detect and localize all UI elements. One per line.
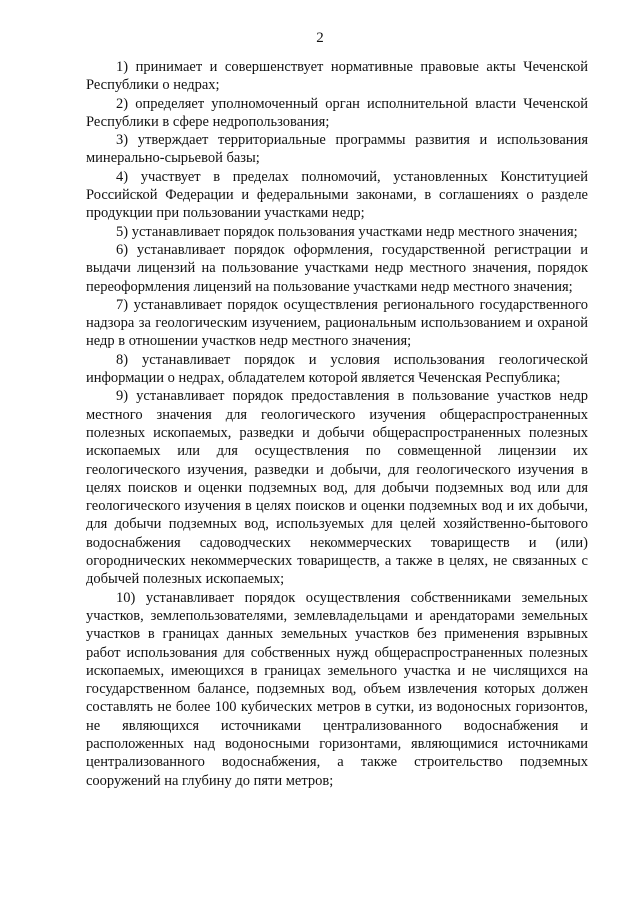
list-item: 4) участвует в пределах полномочий, установленных Конституцией Российской Федерации и федеральными законами, в соглашениях о разделе продукции при пользовании участками недр; [86,168,588,222]
list-item: 5) устанавливает порядок пользования участками недр местного значения; [116,223,578,240]
document-body [86,58,588,790]
list-item: 9) устанавливает порядок предоставления в пользование участков недр местного значения для геологического изучения общераспространенных полезных ископаемых, разведки и добычи общераспространенных полезных ископаемых или для осуществления по совмещенной лицензии их геологического изучения, разведки и добычи, для геологического изучения в целях поисков и оценки подземных вод, для добычи подземных вод или для геологического изучения в целях поисков и оценки подземных вод и их добычи, для добычи подземных вод, используемых для целей хозяйственно-бытового водоснабжения садоводческих некоммерческих товариществ и (или) огороднических некоммерческих товариществ, а также в целях, не связанных с добычей полезных ископаемых; [86,388,588,588]
list-item: 6) устанавливает порядок оформления, государственной регистрации и выдачи лицензий на пользование участками недр местного значения, порядок переоформления лицензий на пользование участками недр местного значения; [86,241,588,295]
list-item: 8) устанавливает порядок и условия использования геологической информации о недрах, обладателем которой является Чеченская Республика; [86,351,588,387]
list-item: 10) устанавливает порядок осуществления собственниками земельных участков, землепользователями, землевладельцами и арендаторами земельных участков в границах данных земельных участков без применения взрывных работ использования для собственных нужд общераспространенных полезных ископаемых, имеющихся в границах земельного участка и не числящихся на государственном балансе, подземных вод, объем извлечения которых должен составлять не более 100 кубических метров в сутки, из водоносных горизонтов, не являющихся источниками централизованного водоснабжения и расположенных над водоносными горизонтами, являющимися источниками централизованного водоснабжения, а также строительство подземных сооружений на глубину до пяти метров; [86,589,588,789]
page-number: 2 [316,30,324,46]
list-item: 3) утверждает территориальные программы развития и использования минерально-сырьевой базы; [86,132,588,167]
list-item: 2) определяет уполномоченный орган исполнительной власти Чеченской Республики в сфере недропользования; [86,95,588,130]
list-item: 7) устанавливает порядок осуществления регионального государственного надзора за геологическим изучением, рациональным использованием и охраной недр в отношении участков недр местного значения; [86,296,588,350]
list-item: 1) принимает и совершенствует нормативные правовые акты Чеченской Республики о недрах; [86,59,588,94]
